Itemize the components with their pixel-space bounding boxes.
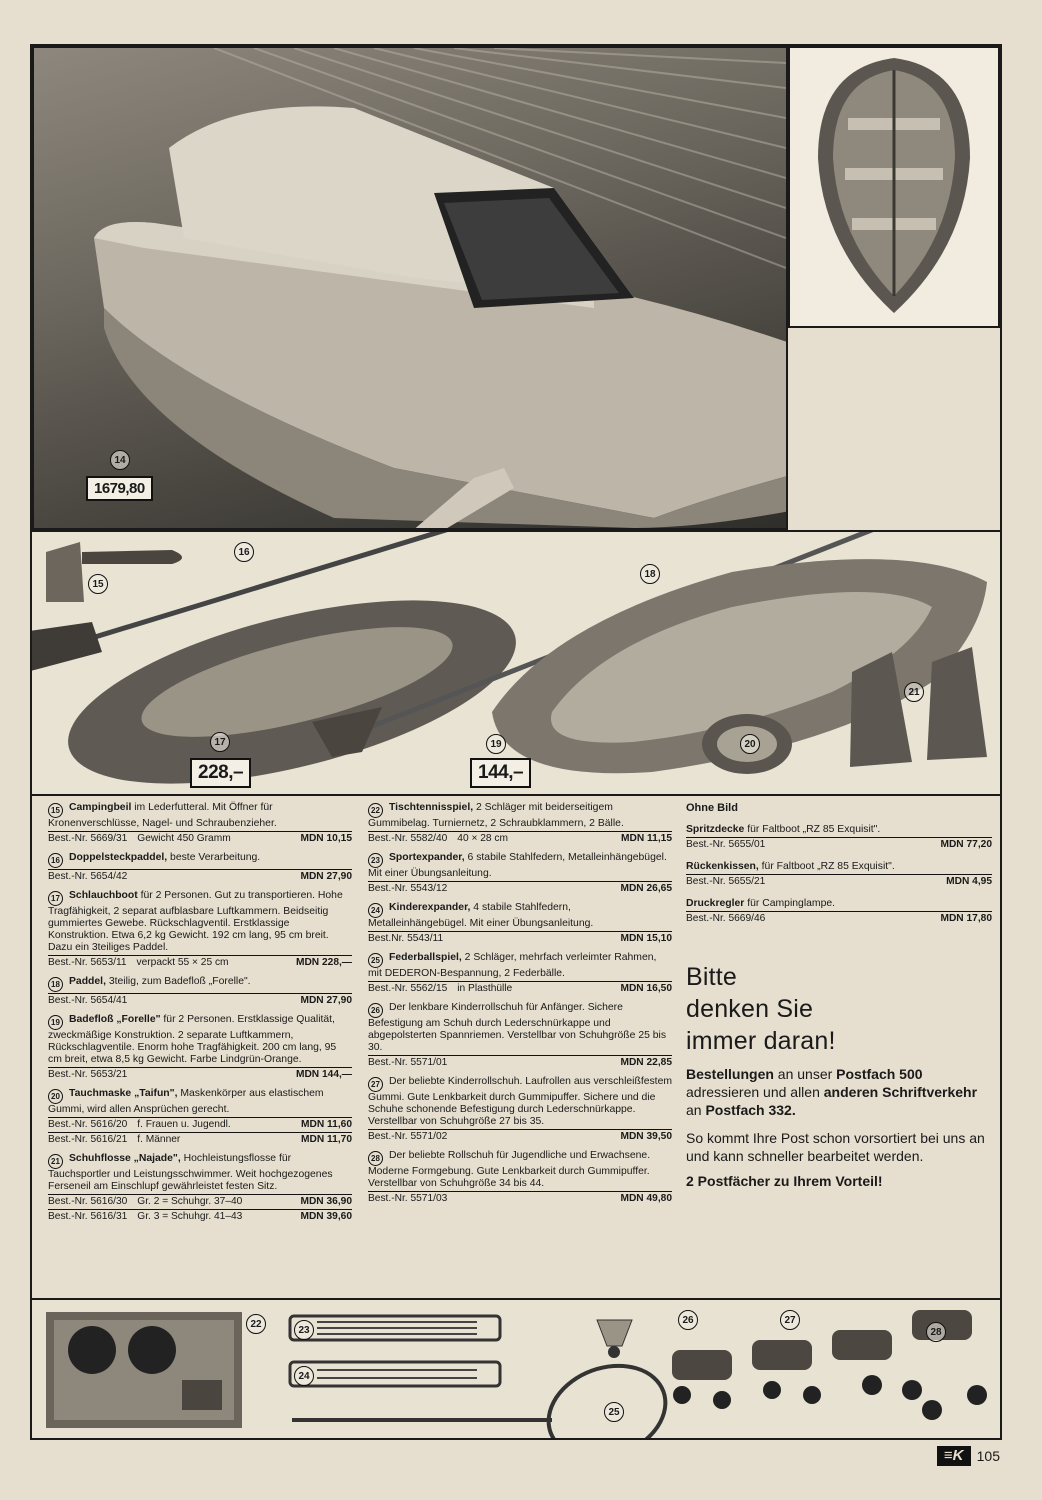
order-price: MDN 11,15 bbox=[621, 833, 672, 844]
order-price: MDN 39,50 bbox=[620, 1131, 672, 1142]
bitte-line-2: denken Sie bbox=[686, 995, 814, 1023]
order-nr: Best.-Nr. 5655/01 bbox=[686, 839, 766, 850]
order-nr: Best.-Nr. 5616/30 bbox=[48, 1196, 128, 1207]
item-number-badge: 22 bbox=[368, 803, 383, 818]
order-info bbox=[443, 933, 620, 945]
item-description: im Lederfutteral. Mit Öffner für Kronenverschlüsse, Nagel- und Schraubenzieher. bbox=[48, 802, 277, 829]
order-row bbox=[48, 1132, 352, 1146]
item-title: Schlauchboot bbox=[69, 890, 138, 901]
item-description: 2 Schläger, mehrfach verleimter Rahmen, mit DEDERON-Bespannung, 2 Federbälle. bbox=[368, 952, 657, 979]
motorboat-photo bbox=[32, 46, 788, 530]
catalog-column-2 bbox=[368, 802, 672, 1212]
item-description: 4 stabile Stahlfedern, Metalleinhängebügel. Mit einer Übungsanleitung. bbox=[368, 902, 594, 929]
item-20-badge: 20 bbox=[740, 734, 760, 754]
item-description: 6 stabile Stahlfedern, Metalleinhängebügel. Mit einer Übungsanleitung. bbox=[368, 852, 667, 879]
order-nr: Best.-Nr. 5571/01 bbox=[368, 1057, 448, 1068]
order-price: MDN 26,65 bbox=[620, 883, 672, 894]
order-row bbox=[368, 1055, 672, 1069]
order-price: MDN 228,— bbox=[295, 957, 352, 968]
catalog-entry-20 bbox=[48, 1088, 352, 1146]
order-row bbox=[48, 993, 352, 1007]
order-price: MDN 10,15 bbox=[300, 833, 352, 844]
item-16-badge: 16 bbox=[234, 542, 254, 562]
order-nr: Best.-Nr. 5616/31 bbox=[48, 1211, 128, 1222]
item-17-badge: 17 bbox=[210, 732, 230, 752]
catalog-entry-22 bbox=[368, 802, 672, 845]
item-title: Schuhflosse „Najade", bbox=[69, 1153, 181, 1164]
boat-price-tag: 1679,80 bbox=[86, 476, 153, 501]
order-row bbox=[368, 1191, 672, 1205]
item-24-badge: 24 bbox=[294, 1366, 314, 1386]
item-number-badge: 26 bbox=[368, 1003, 383, 1018]
order-row bbox=[48, 1209, 352, 1223]
catalog-column-3 bbox=[686, 802, 992, 1187]
catalog-entry-23 bbox=[368, 852, 672, 895]
item-27-badge: 27 bbox=[780, 1310, 800, 1330]
catalog-entry-19 bbox=[48, 1014, 352, 1081]
catalog-entry-18 bbox=[48, 976, 352, 1007]
item-number-badge: 27 bbox=[368, 1077, 383, 1092]
order-price: MDN 22,85 bbox=[620, 1057, 672, 1068]
sports-items-photo bbox=[32, 1298, 1000, 1440]
item-description: Maskenkörper aus elastischem Gummi, wird allen Ansprüchen gerecht. bbox=[48, 1088, 324, 1115]
item-23-badge: 23 bbox=[294, 1320, 314, 1340]
order-info: 40 × 28 cm bbox=[457, 833, 508, 844]
order-row bbox=[368, 931, 672, 945]
item-title: Campingbeil bbox=[69, 802, 132, 813]
order-nr: Best.-Nr. 5543/12 bbox=[368, 883, 448, 894]
sorting-notice: So kommt Ihre Post schon vorsortiert bei uns an und kann schneller bearbeitet werden. bbox=[686, 1130, 985, 1164]
order-row bbox=[368, 831, 672, 845]
item-25-badge: 25 bbox=[604, 1402, 624, 1422]
order-price: MDN 11,70 bbox=[301, 1134, 352, 1145]
item-title: Tauchmaske „Taifun", bbox=[69, 1088, 178, 1099]
catalog-entry-15 bbox=[48, 802, 352, 845]
item-description: 2 Schläger mit beiderseitigem Gummibelag. Turniernetz, 2 Schraubklammern, 2 Bälle. bbox=[368, 802, 624, 829]
order-row bbox=[48, 869, 352, 883]
order-price: MDN 144,— bbox=[295, 1069, 352, 1080]
order-nr: Best.-Nr. 5654/42 bbox=[48, 871, 128, 882]
item-title: Spritzdecke bbox=[686, 824, 745, 835]
catalog-entry-25 bbox=[368, 952, 672, 995]
item-description: 3teilig, zum Badefloß „Forelle". bbox=[105, 976, 251, 987]
order-price: MDN 49,80 bbox=[620, 1193, 672, 1204]
item-description: Der beliebte Kinderrollschuh. Laufrollen aus verschleißfestem Gummi. Gute Lenkbarkeit durch Gummipuffer. Sichere und die Schuhe schonende Befestigung durch Lederschnürkappe. Verstellbar von Schuhgröße 27 bis 35. bbox=[368, 1076, 672, 1127]
order-nr: Best.Nr. 5543/11 bbox=[368, 933, 444, 944]
order-info bbox=[447, 1057, 620, 1069]
item-number-badge: 21 bbox=[48, 1154, 63, 1169]
item-number-badge: 15 bbox=[48, 803, 63, 818]
item-title: Federballspiel, bbox=[389, 952, 462, 963]
order-info bbox=[127, 1069, 296, 1081]
item-title: Druckregler bbox=[686, 898, 745, 909]
item-number-badge: 23 bbox=[368, 853, 383, 868]
order-nr: Best.-Nr. 5571/02 bbox=[368, 1131, 448, 1142]
order-row bbox=[48, 1194, 352, 1208]
page-footer bbox=[937, 1446, 1000, 1466]
bitte-line-3: immer daran! bbox=[686, 1027, 836, 1055]
item-28-badge: 28 bbox=[926, 1322, 946, 1342]
order-row bbox=[48, 1117, 352, 1131]
item-title: Paddel, bbox=[69, 976, 106, 987]
order-nr: Best.-Nr. 5653/11 bbox=[48, 957, 127, 968]
item-number-badge: 18 bbox=[48, 977, 63, 992]
order-row bbox=[686, 874, 992, 888]
order-price: MDN 16,50 bbox=[620, 983, 672, 994]
page-number: 105 bbox=[976, 1448, 1000, 1464]
order-info: Gr. 2 = Schuhgr. 37–40 bbox=[137, 1196, 243, 1207]
item-description: Der lenkbare Kinderrollschuh für Anfänger. Sichere Befestigung am Schuh durch Lederschnürkappe und abgepolsterten Spannriemen. Verstellbar von Schuhgröße 25 bis 30. bbox=[368, 1002, 667, 1053]
ohne-bild-entry bbox=[686, 824, 992, 851]
order-info: f. Frauen u. Jugendl. bbox=[137, 1119, 231, 1130]
item-22-badge: 22 bbox=[246, 1314, 266, 1334]
item-number-badge: 19 bbox=[48, 1015, 63, 1030]
order-row bbox=[368, 881, 672, 895]
item-title: Kinderexpander, bbox=[389, 902, 471, 913]
order-price: MDN 17,80 bbox=[940, 913, 992, 924]
item-number-badge: 24 bbox=[368, 903, 383, 918]
order-nr: Best.-Nr. 5571/03 bbox=[368, 1193, 448, 1204]
item-number-badge: 25 bbox=[368, 953, 383, 968]
item-description: für Faltboot „RZ 85 Exquisit". bbox=[758, 861, 895, 872]
order-row bbox=[686, 837, 992, 851]
order-info: in Plasthülle bbox=[457, 983, 513, 994]
order-info bbox=[447, 883, 620, 895]
order-info: verpackt 55 × 25 cm bbox=[136, 957, 229, 968]
item-description: für 2 Personen. Gut zu transportieren. Hohe Tragfähigkeit, 2 separat aufblasbare Luftkammern. Beidseitig gummiertes Gewebe. Rückschlagventil. Erstklassige Konstruktion. Etwa 6,2 kg Gewicht. 192 cm lang, 95 cm breit. Dazu ein 3teiliges Paddel. bbox=[48, 890, 343, 953]
inflatables-photo bbox=[32, 530, 1000, 796]
ohne-bild-entry bbox=[686, 898, 992, 925]
order-info bbox=[127, 871, 300, 883]
item-title: Rückenkissen, bbox=[686, 861, 759, 872]
item-title: Badefloß „Forelle" bbox=[69, 1014, 161, 1025]
item-description: für Campinglampe. bbox=[744, 898, 836, 909]
order-row bbox=[48, 1067, 352, 1081]
order-row bbox=[686, 911, 992, 925]
order-nr: Best.-Nr. 5669/46 bbox=[686, 913, 766, 924]
item-description: beste Verarbeitung. bbox=[167, 852, 261, 863]
order-info: f. Männer bbox=[137, 1134, 181, 1145]
catalog-entry-16 bbox=[48, 852, 352, 883]
order-row bbox=[368, 1129, 672, 1143]
catalog-column-1 bbox=[48, 802, 352, 1230]
item-description: für Faltboot „RZ 85 Exquisit". bbox=[744, 824, 881, 835]
item-18-badge: 18 bbox=[640, 564, 660, 584]
order-price: MDN 15,10 bbox=[620, 933, 672, 944]
item-description: für 2 Personen. Erstklassige Qualität, zweckmäßige Konstruktion. 2 separate Luftkammern, Rückschlagventile. Enorm hohe Tragfähigkeit. 200 cm lang, 95 cm breit, etwa 8,5 kg Gewicht. Farbe Lindgrün-Orange. bbox=[48, 1014, 337, 1065]
order-nr: Best.-Nr. 5653/21 bbox=[48, 1069, 128, 1080]
order-price: MDN 27,90 bbox=[300, 995, 352, 1006]
order-row bbox=[48, 831, 352, 845]
catalog-entry-17 bbox=[48, 890, 352, 969]
vorteil-line: 2 Postfächer zu Ihrem Vorteil! bbox=[686, 1173, 883, 1189]
order-row bbox=[368, 981, 672, 995]
order-nr: Best.-Nr. 5582/40 bbox=[368, 833, 448, 844]
order-price: MDN 27,90 bbox=[300, 871, 352, 882]
order-price: MDN 39,60 bbox=[300, 1211, 352, 1222]
catalog-entry-21 bbox=[48, 1153, 352, 1223]
order-info bbox=[127, 995, 300, 1007]
catalog-entry-24 bbox=[368, 902, 672, 945]
item-number-badge: 20 bbox=[48, 1089, 63, 1104]
item-number-badge: 28 bbox=[368, 1151, 383, 1166]
ohne-bild-entry bbox=[686, 861, 992, 888]
order-nr: Best.-Nr. 5616/21 bbox=[48, 1134, 128, 1145]
item-17-price-tag: 228,– bbox=[190, 758, 251, 788]
item-21-badge: 21 bbox=[904, 682, 924, 702]
item-number-badge: 17 bbox=[48, 891, 63, 906]
item-title: Doppelsteckpaddel, bbox=[69, 852, 168, 863]
catalog-entry-28 bbox=[368, 1150, 672, 1205]
item-14-badge: 14 bbox=[110, 450, 130, 470]
postfach-notice: Bestellungen an unser Postfach 500 adressieren und allen anderen Schriftverkehr an Postfach 332. bbox=[686, 1066, 978, 1118]
order-row bbox=[48, 955, 352, 969]
order-info: Gewicht 450 Gramm bbox=[137, 833, 231, 844]
order-price: MDN 77,20 bbox=[940, 839, 992, 850]
order-info bbox=[447, 1131, 620, 1143]
item-19-price-tag: 144,– bbox=[470, 758, 531, 788]
order-price: MDN 4,95 bbox=[946, 876, 992, 887]
order-nr: Best.-Nr. 5616/20 bbox=[48, 1119, 128, 1130]
publisher-logo-icon: ≡K bbox=[937, 1446, 971, 1466]
boat-top-view-photo bbox=[788, 46, 1000, 328]
item-15-badge: 15 bbox=[88, 574, 108, 594]
order-nr: Best.-Nr. 5669/31 bbox=[48, 833, 128, 844]
bitte-heading bbox=[686, 961, 992, 1057]
order-nr: Best.-Nr. 5562/15 bbox=[368, 983, 448, 994]
catalog-entry-27 bbox=[368, 1076, 672, 1143]
catalog-entry-26 bbox=[368, 1002, 672, 1069]
ohne-bild-heading: Ohne Bild bbox=[686, 802, 738, 814]
item-19-badge: 19 bbox=[486, 734, 506, 754]
order-info: Gr. 3 = Schuhgr. 41–43 bbox=[137, 1211, 243, 1222]
item-26-badge: 26 bbox=[678, 1310, 698, 1330]
bitte-line-1: Bitte bbox=[686, 963, 738, 991]
order-nr: Best.-Nr. 5654/41 bbox=[48, 995, 128, 1006]
item-number-badge: 16 bbox=[48, 853, 63, 868]
item-description: Hochleistungsflosse für Tauchsportler und Leistungsschwimmer. Weit hochgezogenes Ferseneil am Einschlupf gewährleistet festen Sitz. bbox=[48, 1153, 333, 1192]
order-nr: Best.-Nr. 5655/21 bbox=[686, 876, 766, 887]
order-info bbox=[447, 1193, 620, 1205]
order-price: MDN 36,90 bbox=[300, 1196, 352, 1207]
item-title: Sportexpander, bbox=[389, 852, 465, 863]
order-price: MDN 11,60 bbox=[301, 1119, 352, 1130]
item-description: Der beliebte Rollschuh für Jugendliche und Erwachsene. Moderne Formgebung. Gute Lenkbarkeit durch Gummipuffer. Verstellbar von Schuhgröße 34 bis 44. bbox=[368, 1150, 651, 1189]
item-title: Tischtennisspiel, bbox=[389, 802, 474, 813]
